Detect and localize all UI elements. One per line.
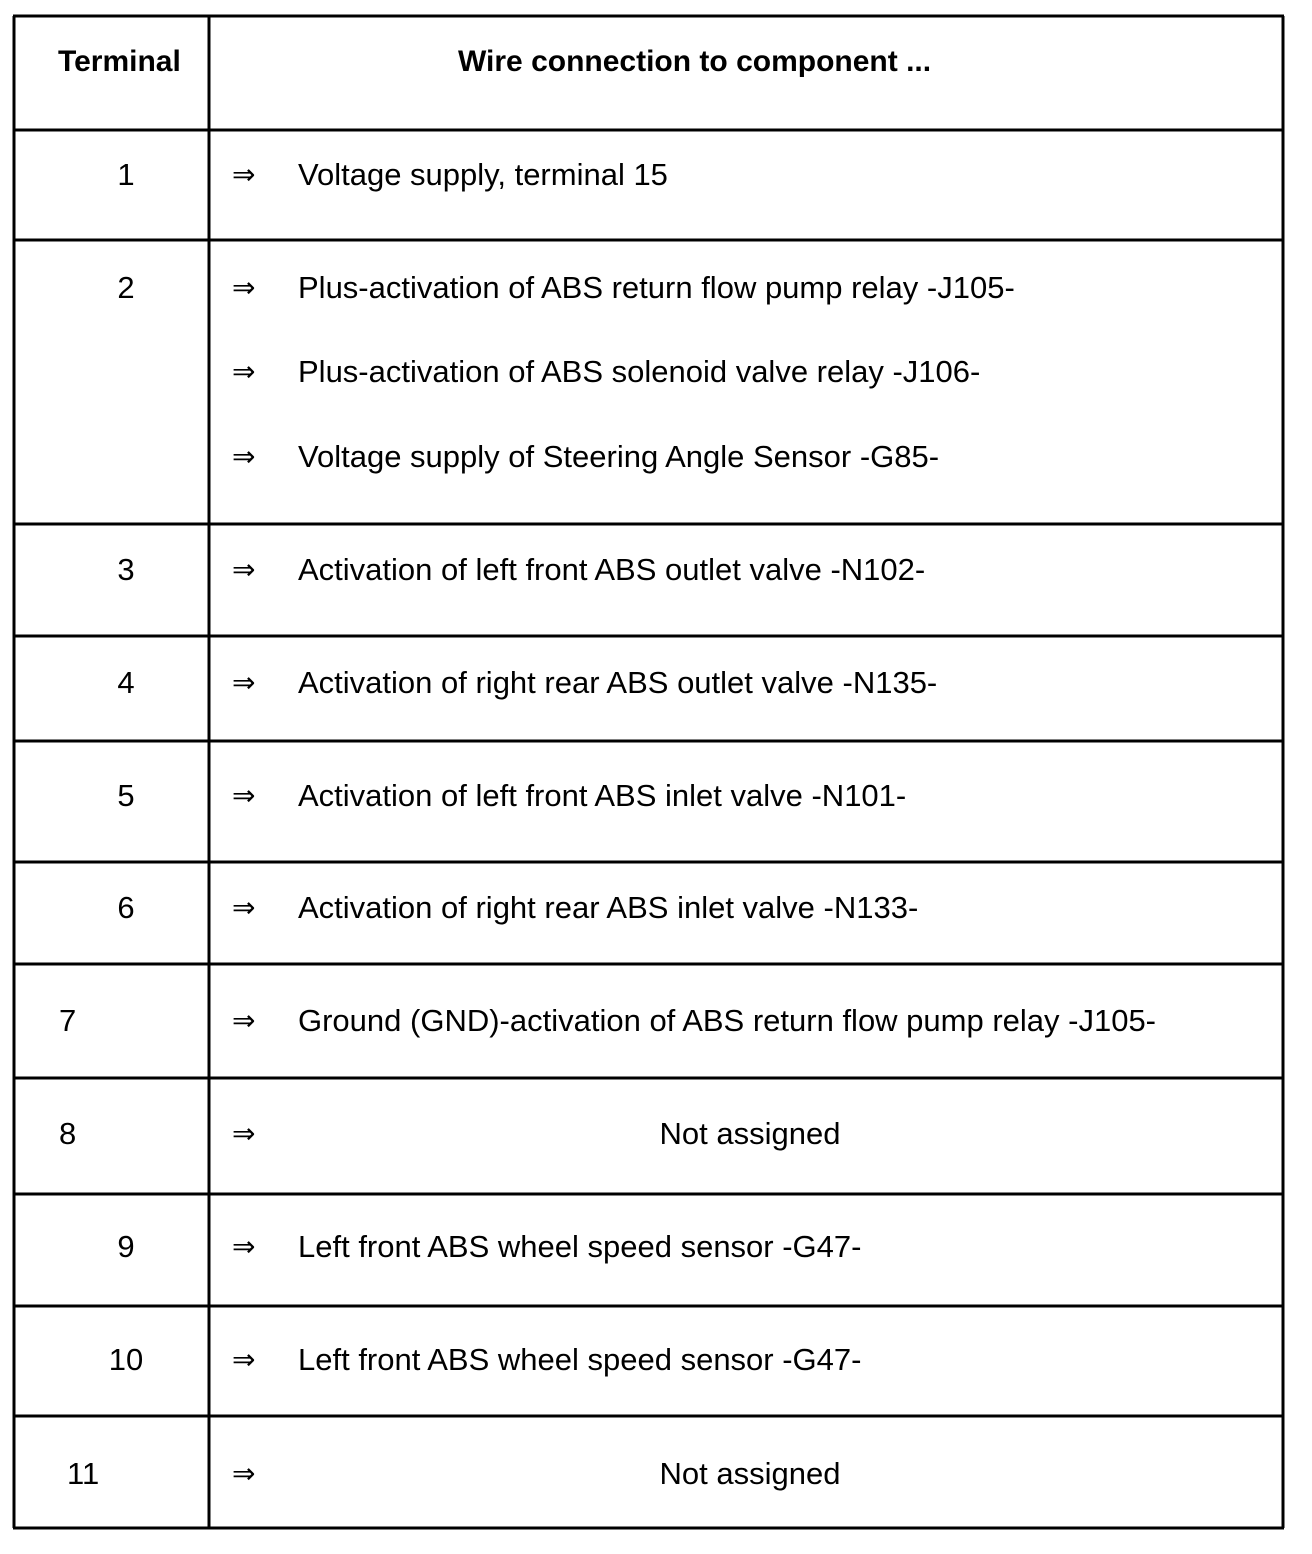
terminal-number: 9 bbox=[117, 1229, 135, 1264]
wire-connection-text: Not assigned bbox=[659, 1116, 841, 1151]
wire-connection-text: Activation of right rear ABS inlet valve -N133- bbox=[298, 890, 919, 925]
wire-connection-text: Left front ABS wheel speed sensor -G47- bbox=[298, 1229, 862, 1264]
wire-connection-text: Voltage supply of Steering Angle Sensor -G85- bbox=[298, 439, 940, 474]
arrow-right-icon: ⇒ bbox=[232, 1458, 256, 1489]
terminal-number: 11 bbox=[67, 1456, 100, 1491]
terminal-number: 7 bbox=[59, 1003, 77, 1038]
arrow-right-icon: ⇒ bbox=[232, 159, 256, 190]
arrow-right-icon: ⇒ bbox=[232, 780, 256, 811]
wire-connection-text: Left front ABS wheel speed sensor -G47- bbox=[298, 1342, 862, 1377]
header-terminal: Terminal bbox=[58, 45, 181, 78]
terminal-number: 2 bbox=[117, 270, 135, 305]
wire-connection-text: Activation of left front ABS outlet valve -N102- bbox=[298, 552, 926, 587]
arrow-right-icon: ⇒ bbox=[232, 441, 256, 472]
terminal-number: 3 bbox=[117, 552, 135, 587]
arrow-right-icon: ⇒ bbox=[232, 1118, 256, 1149]
arrow-right-icon: ⇒ bbox=[232, 1344, 256, 1375]
terminal-number: 8 bbox=[59, 1116, 77, 1151]
terminal-number: 4 bbox=[117, 665, 135, 700]
terminal-number: 5 bbox=[117, 778, 135, 813]
wire-connection-text: Ground (GND)-activation of ABS return flow pump relay -J105- bbox=[298, 1003, 1157, 1038]
arrow-right-icon: ⇒ bbox=[232, 554, 256, 585]
wire-connection-text: Not assigned bbox=[659, 1456, 841, 1491]
wire-connection-text: Activation of left front ABS inlet valve -N101- bbox=[298, 778, 907, 813]
terminal-number: 6 bbox=[117, 890, 135, 925]
arrow-right-icon: ⇒ bbox=[232, 892, 256, 923]
arrow-right-icon: ⇒ bbox=[232, 356, 256, 387]
wire-connection-text: Plus-activation of ABS return flow pump relay -J105- bbox=[298, 270, 1015, 305]
header-wire-connection: Wire connection to component ... bbox=[458, 45, 932, 78]
arrow-right-icon: ⇒ bbox=[232, 272, 256, 303]
wire-connection-text: Plus-activation of ABS solenoid valve relay -J106- bbox=[298, 354, 981, 389]
arrow-right-icon: ⇒ bbox=[232, 667, 256, 698]
arrow-right-icon: ⇒ bbox=[232, 1005, 256, 1036]
arrow-right-icon: ⇒ bbox=[232, 1231, 256, 1262]
terminal-number: 10 bbox=[108, 1342, 144, 1377]
terminal-number: 1 bbox=[117, 157, 135, 192]
wire-connection-text: Activation of right rear ABS outlet valve -N135- bbox=[298, 665, 938, 700]
wire-connection-text: Voltage supply, terminal 15 bbox=[298, 157, 668, 192]
